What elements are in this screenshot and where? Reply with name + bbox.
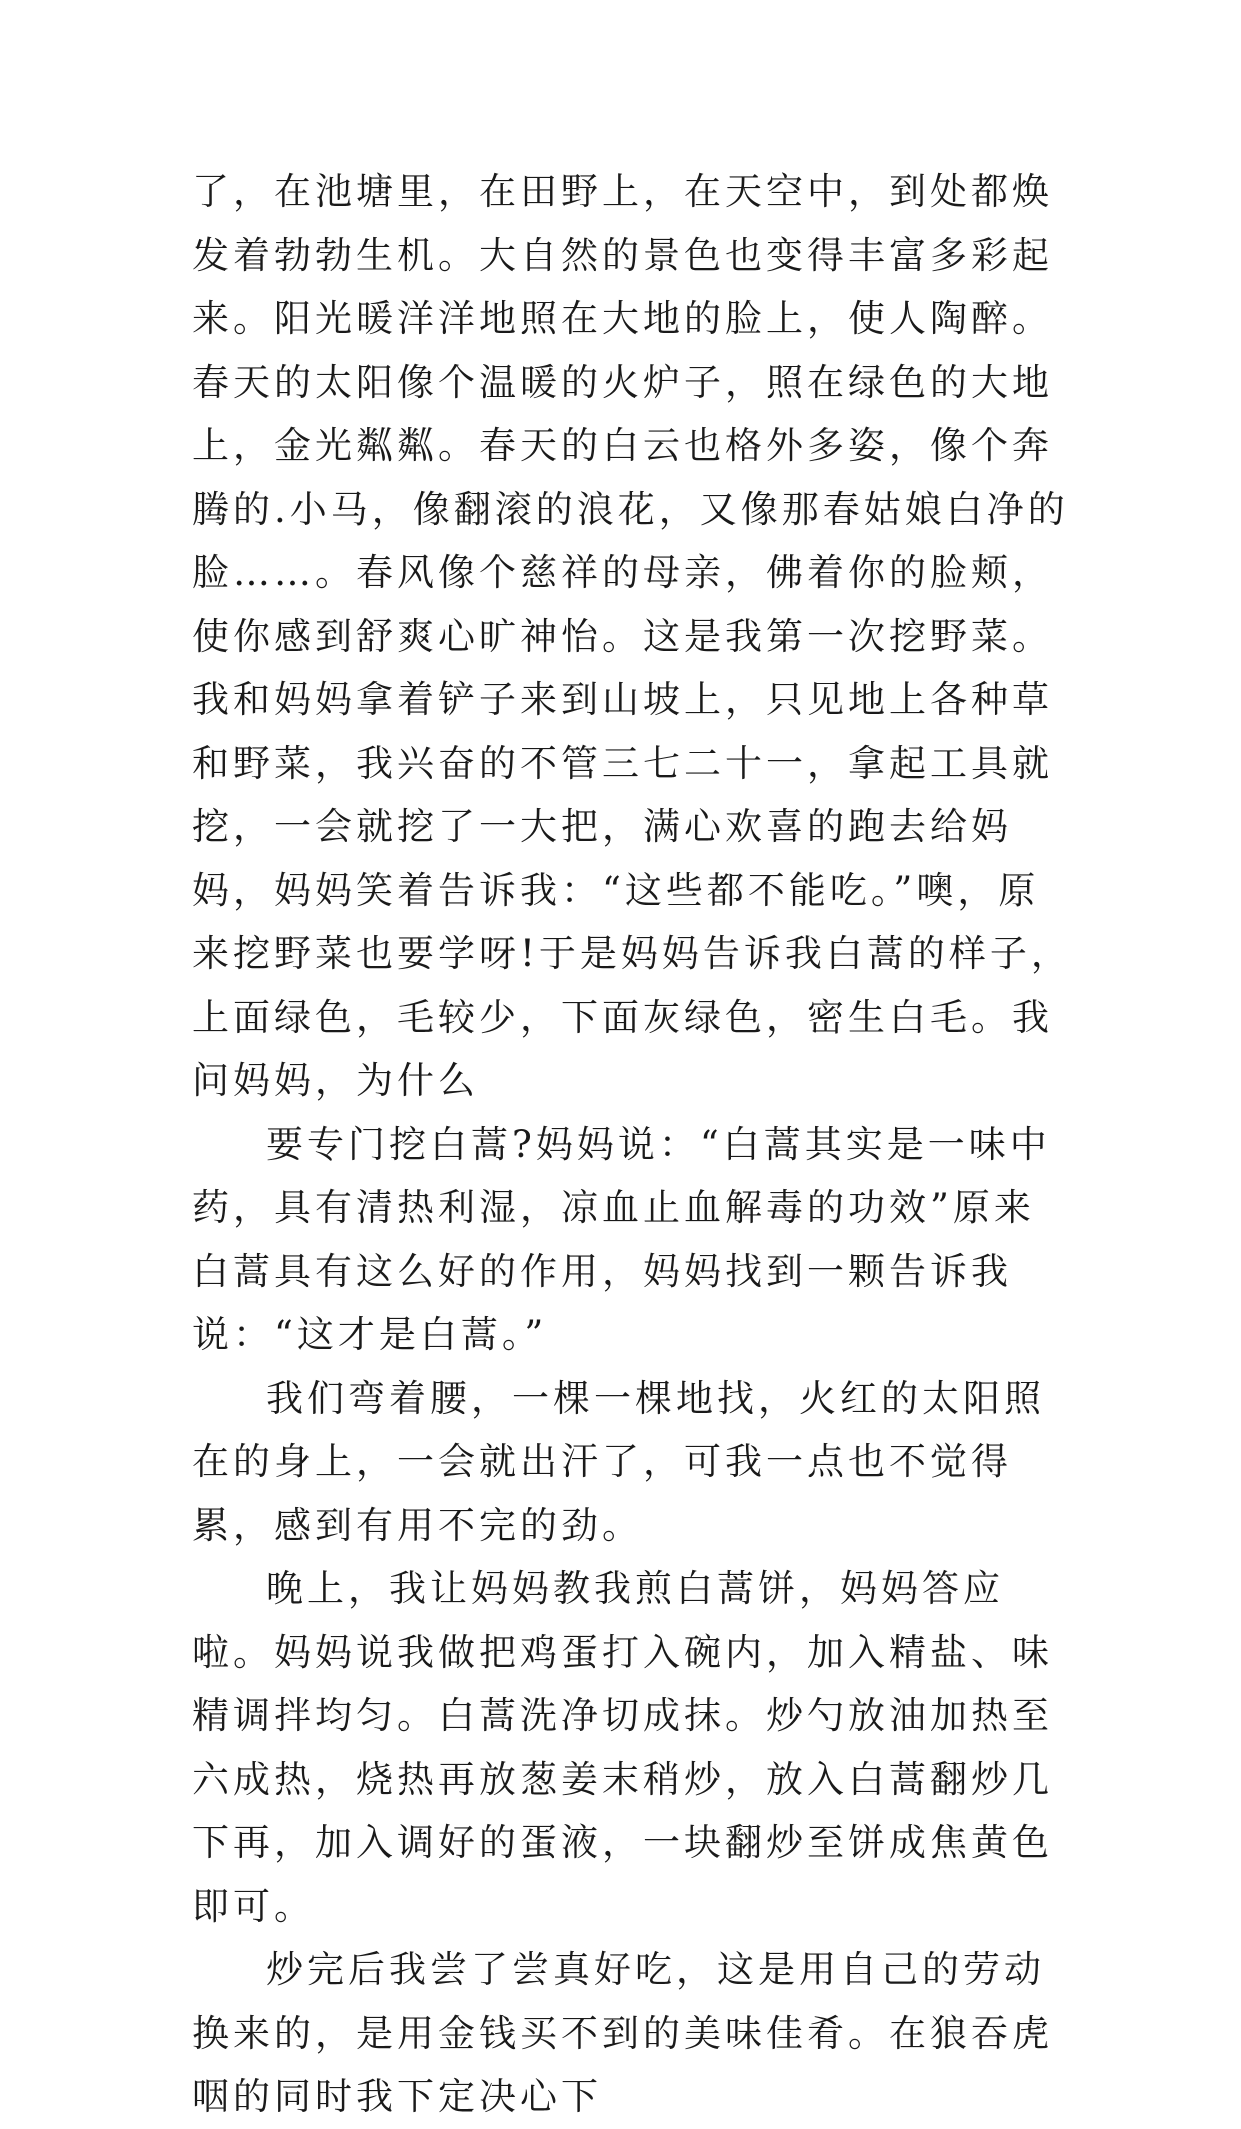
paragraph: 了，在池塘里，在田野上，在天空中，到处都焕发着勃勃生机。大自然的景色也变得丰富多彩起来。阳光暖洋洋地照在大地的脸上，使人陶醉。春天的太阳像个温暖的火炉子，照在绿色的大地上，金光粼粼。春天的白云也格外多姿，像个奔腾的.小马，像翻滚的浪花，又像那春姑娘白净的脸……。春风像个慈祥的母亲，佛着你的脸颊，使你感到舒爽心旷神怡。这是我第一次挖野菜。我和妈妈拿着铲子来到山坡上，只见地上各种草和野菜，我兴奋的不管三七二十一，拿起工具就挖，一会就挖了一大把，满心欢喜的跑去给妈妈，妈妈笑着告诉我：“这些都不能吃。”噢，原来挖野菜也要学呀!于是妈妈告诉我白蒿的样子，上面绿色，毛较少，下面灰绿色，密生白毛。我问妈妈，为什么 (192, 170, 1072, 1102)
paragraph: 要专门挖白蒿?妈妈说：“白蒿其实是一味中药，具有清热利湿，凉血止血解毒的功效”原来白蒿具有这么好的作用，妈妈找到一颗告诉我说：“这才是白蒿。” (192, 1122, 1051, 1356)
paragraph: 炒完后我尝了尝真好吃，这是用自己的劳动换来的，是用金钱买不到的美味佳肴。在狼吞虎咽的同时我下定决心下 (192, 1948, 1053, 2118)
body-text (192, 160, 1072, 2129)
paragraph: 晚上，我让妈妈教我煎白蒿饼，妈妈答应啦。妈妈说我做把鸡蛋打入碗内，加入精盐、味精调拌均匀。白蒿洗净切成抹。炒勺放油加热至六成热，烧热再放葱姜末稍炒，放入白蒿翻炒几下再，加入调好的蛋液，一块翻炒至饼成焦黄色即可。 (192, 1567, 1053, 1928)
paragraph: 我们弯着腰，一棵一棵地找，火红的太阳照在的身上，一会就出汗了，可我一点也不觉得累，感到有用不完的劲。 (192, 1376, 1045, 1547)
